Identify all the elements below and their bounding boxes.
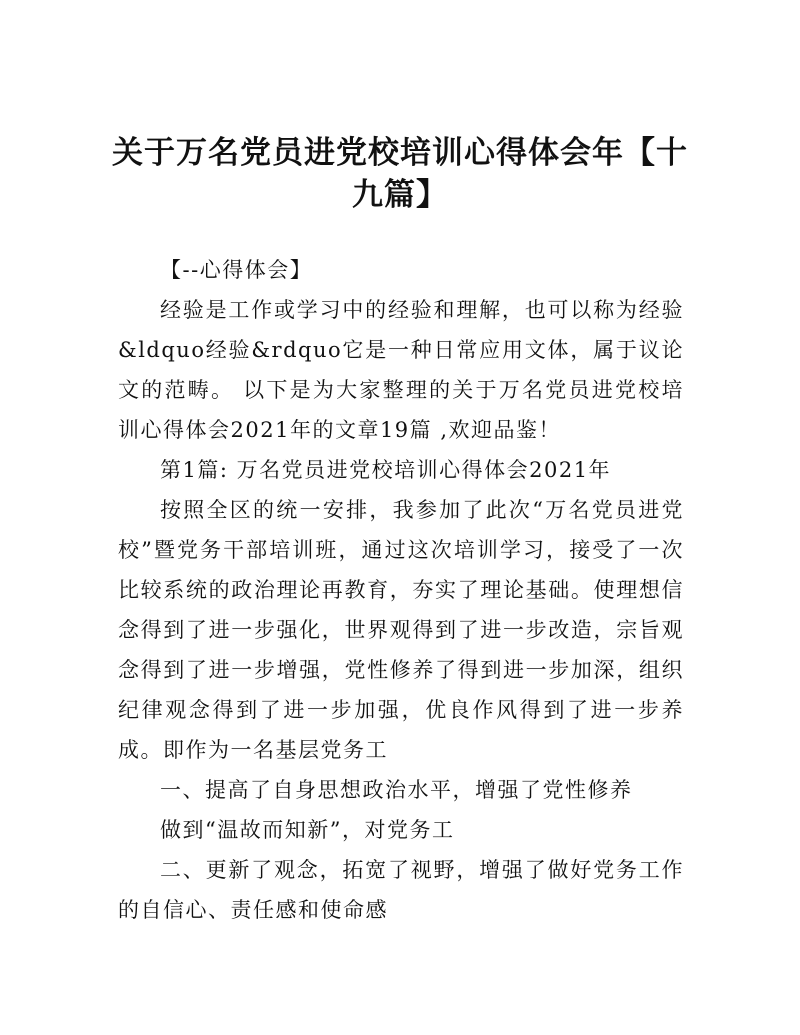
document-title: 关于万名党员进党校培训心得体会年【十九篇】	[112, 135, 688, 213]
category-tag: 【--心得体会】	[160, 258, 313, 282]
document-body	[118, 250, 684, 930]
body-paragraph: 按照全区的统一安排，我参加了此次“万名党员进党校”暨党务干部培训班，通过这次培训学习，接受了一次比较系统的政治理论再教育，夯实了理论基础。使理想信念得到了进一步强化，世界观得到了进一步改造，宗旨观念得到了进一步增强，党性修养了得到进一步加深，组织纪律观念得到了进一步加强，优良作风得到了进一步养成。即作为一名基层党务工	[118, 498, 684, 762]
point-two-heading: 二、更新了观念，拓宽了视野，增强了做好党务工作的自信心、责任感和使命感	[118, 858, 684, 922]
intro-paragraph: 经验是工作或学习中的经验和理解，也可以称为经验&ldquo经验&rdquo它是一种日常应用文体，属于议论文的范畴。 以下是为大家整理的关于万名党员进党校培训心得体会2021年的文章19篇 ,欢迎品鉴！	[118, 298, 684, 442]
point-one-text: 做到“温故而知新”，对党务工	[160, 818, 455, 842]
point-one-heading: 一、提高了自身思想政治水平，增强了党性修养	[160, 778, 633, 802]
section-heading: 第1篇: 万名党员进党校培训心得体会2021年	[160, 458, 612, 482]
